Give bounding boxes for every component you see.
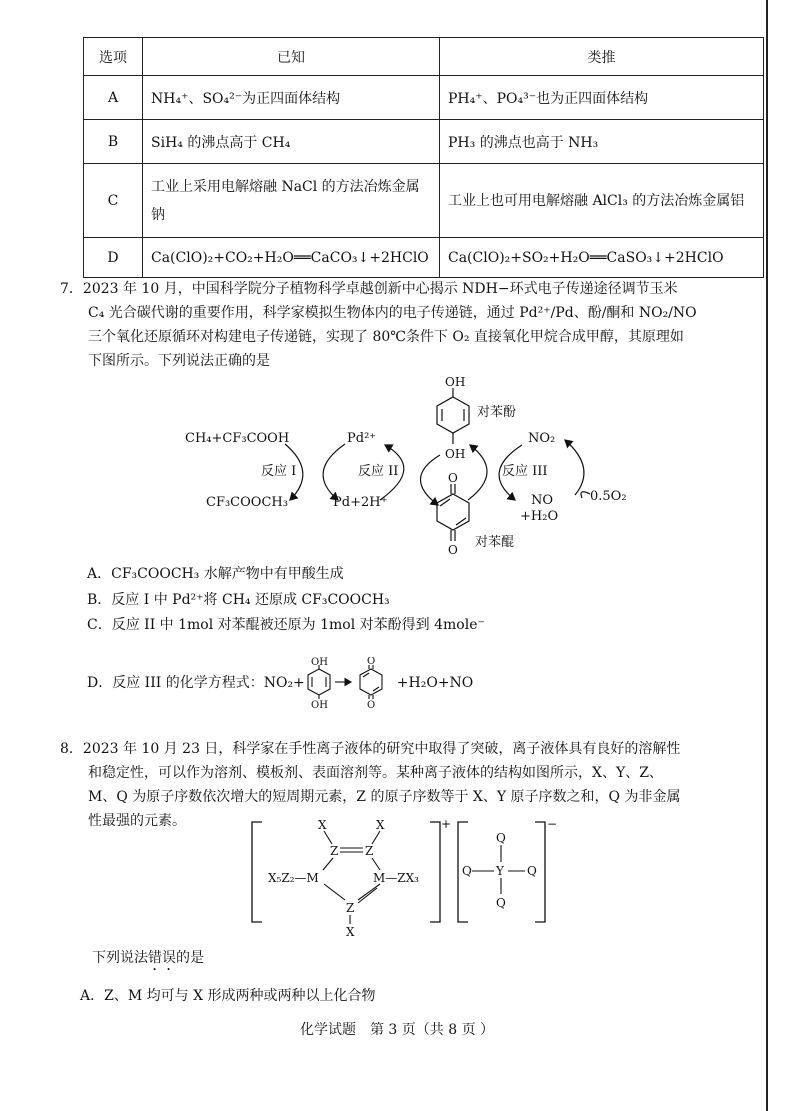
row-key: A bbox=[84, 76, 143, 120]
row-inferred: PH₃ 的沸点也高于 NH₃ bbox=[440, 120, 764, 164]
question-text: C₄ 光合碳代谢的重要作用，科学家模拟生物体内的电子传递链，通过 Pd²⁺/Pd、酚/酮和 NO₂/NO bbox=[88, 305, 697, 321]
choice-a: A．CF₃COOCH₃ 水解产物中有甲酸生成 bbox=[87, 566, 344, 582]
no-label: NO bbox=[531, 493, 554, 508]
hydroquinone-structure bbox=[437, 388, 469, 444]
choice-b: B．反应 I 中 Pd²⁺将 CH₄ 还原成 CF₃COOCH₃ bbox=[87, 592, 390, 608]
question-text: 2023 年 10 月 23 日，科学家在手性离子液体的研究中取得了突破，离子液体具有良好的溶解性 bbox=[82, 741, 681, 757]
choice-d bbox=[87, 657, 474, 709]
left-substituent: X₅Z₂—M bbox=[268, 871, 319, 885]
x-top-right: X bbox=[376, 818, 385, 832]
prompt-text: 下列说法 bbox=[92, 950, 148, 966]
o-bottom: O bbox=[366, 700, 375, 709]
q-left: Q bbox=[462, 864, 472, 878]
reaction-2-arrow-phenol bbox=[420, 455, 440, 505]
z-left: Z bbox=[330, 844, 339, 858]
hydroxyl-top: OH bbox=[445, 375, 466, 389]
prompt-emphasis: 错误 bbox=[148, 950, 176, 966]
page-footer: 化学试题 第 3 页（共 8 页 ） bbox=[299, 1022, 495, 1038]
prompt-text: 的是 bbox=[176, 950, 204, 966]
choice-c: C．反应 II 中 1mol 对苯醌被还原为 1mol 对苯酚得到 4mole⁻ bbox=[87, 617, 485, 633]
header-inferred: 类推 bbox=[440, 38, 764, 76]
question-text: 性最强的元素。 bbox=[88, 813, 186, 829]
anion-charge: − bbox=[547, 817, 558, 831]
header-option: 选项 bbox=[84, 38, 143, 76]
choice-d-prefix: D．反应 III 的化学方程式：NO₂+ bbox=[87, 675, 305, 691]
reaction-1-arrow-pd bbox=[323, 444, 345, 500]
x-top-left: X bbox=[318, 818, 327, 832]
x-bottom: X bbox=[346, 925, 355, 939]
q8-prompt bbox=[92, 947, 204, 974]
question-text: 和稳定性，可以作为溶剂、模板剂、表面溶剂等。某种离子液体的结构如图所示，X、Y、Z、 bbox=[88, 765, 663, 781]
reaction-2-label: 反应 II bbox=[358, 464, 399, 479]
q-bottom: Q bbox=[496, 896, 506, 910]
hydroxyl-bottom: OH bbox=[445, 447, 466, 461]
row-inferred: 工业上也可用电解熔融 AlCl₃ 的方法冶炼金属铝 bbox=[440, 164, 764, 238]
q-top: Q bbox=[496, 831, 506, 845]
row-known: SiH₄ 的沸点高于 CH₄ bbox=[143, 120, 440, 164]
benzoquinone-structure bbox=[437, 484, 469, 541]
row-key: C bbox=[84, 164, 143, 238]
phenol-label: 对苯酚 bbox=[477, 405, 517, 420]
water-label: +H₂O bbox=[520, 509, 559, 524]
pd-label: Pd²⁺ bbox=[347, 431, 377, 446]
product-label: CF₃COOCH₃ bbox=[206, 495, 288, 510]
q-right: Q bbox=[527, 864, 537, 878]
oxygen-label: 0.5O₂ bbox=[590, 489, 627, 504]
question-number: 7． bbox=[60, 281, 83, 297]
y-center: Y bbox=[496, 864, 504, 878]
regeneration-arrow bbox=[565, 440, 584, 495]
row-known: NH₄⁺、SO₄²⁻为正四面体结构 bbox=[143, 76, 440, 120]
question-number: 8． bbox=[60, 741, 83, 757]
question-text: M、Q 为原子序数依次增大的短周期元素，Z 的原子序数等于 X、Y 原子序数之和，Q 为非金属 bbox=[88, 789, 681, 805]
oh-bottom: OH bbox=[310, 700, 328, 709]
no2-label: NO₂ bbox=[528, 431, 556, 446]
reaction-3-arrow-quinone bbox=[468, 445, 487, 500]
z-bottom: Z bbox=[346, 901, 355, 915]
question-text: 2023 年 10 月，中国科学院分子植物科学卓越创新中心揭示 NDH−环式电子传递途径调节玉米 bbox=[82, 281, 678, 297]
row-key: D bbox=[84, 238, 143, 278]
ionic-liquid-structure bbox=[240, 810, 570, 940]
choice-d-structures bbox=[305, 657, 397, 709]
row-inferred: PH₄⁺、PO₄³⁻也为正四面体结构 bbox=[440, 76, 764, 120]
pd-product-label: Pd+2H⁺ bbox=[333, 495, 388, 510]
o-top: O bbox=[366, 657, 375, 667]
reaction-1-label: 反应 I bbox=[261, 464, 297, 479]
header-known: 已知 bbox=[143, 38, 440, 76]
right-substituent: M—ZX₃ bbox=[373, 871, 419, 885]
oh-top: OH bbox=[310, 657, 328, 668]
reaction-3-label: 反应 III bbox=[502, 464, 548, 479]
reactant-label: CH₄+CF₃COOH bbox=[185, 431, 290, 446]
question-text: 三个氧化还原循环对构建电子传递链，实现了 80℃条件下 O₂ 直接氧化甲烷合成甲醇，其原理如 bbox=[88, 329, 684, 345]
row-known: Ca(ClO)₂+CO₂+H₂O══CaCO₃↓+2HClO bbox=[143, 238, 440, 278]
z-right: Z bbox=[365, 844, 374, 858]
quinone-label: 对苯醌 bbox=[475, 535, 515, 550]
row-key: B bbox=[84, 120, 143, 164]
oxygen-input-arrow bbox=[581, 492, 590, 498]
oxygen-bottom: O bbox=[448, 543, 458, 557]
question-text: 下图所示。下列说法正确的是 bbox=[88, 353, 270, 369]
oxygen-top: O bbox=[448, 471, 458, 485]
row-known: 工业上采用电解熔融 NaCl 的方法冶炼金属钠 bbox=[143, 164, 440, 238]
cation-charge: + bbox=[441, 817, 452, 831]
row-inferred: Ca(ClO)₂+SO₂+H₂O══CaSO₃↓+2HClO bbox=[440, 238, 764, 278]
choice-d-suffix: +H₂O+NO bbox=[396, 675, 474, 691]
q8-choice-a: A．Z、M 均可与 X 形成两种或两种以上化合物 bbox=[80, 988, 376, 1004]
